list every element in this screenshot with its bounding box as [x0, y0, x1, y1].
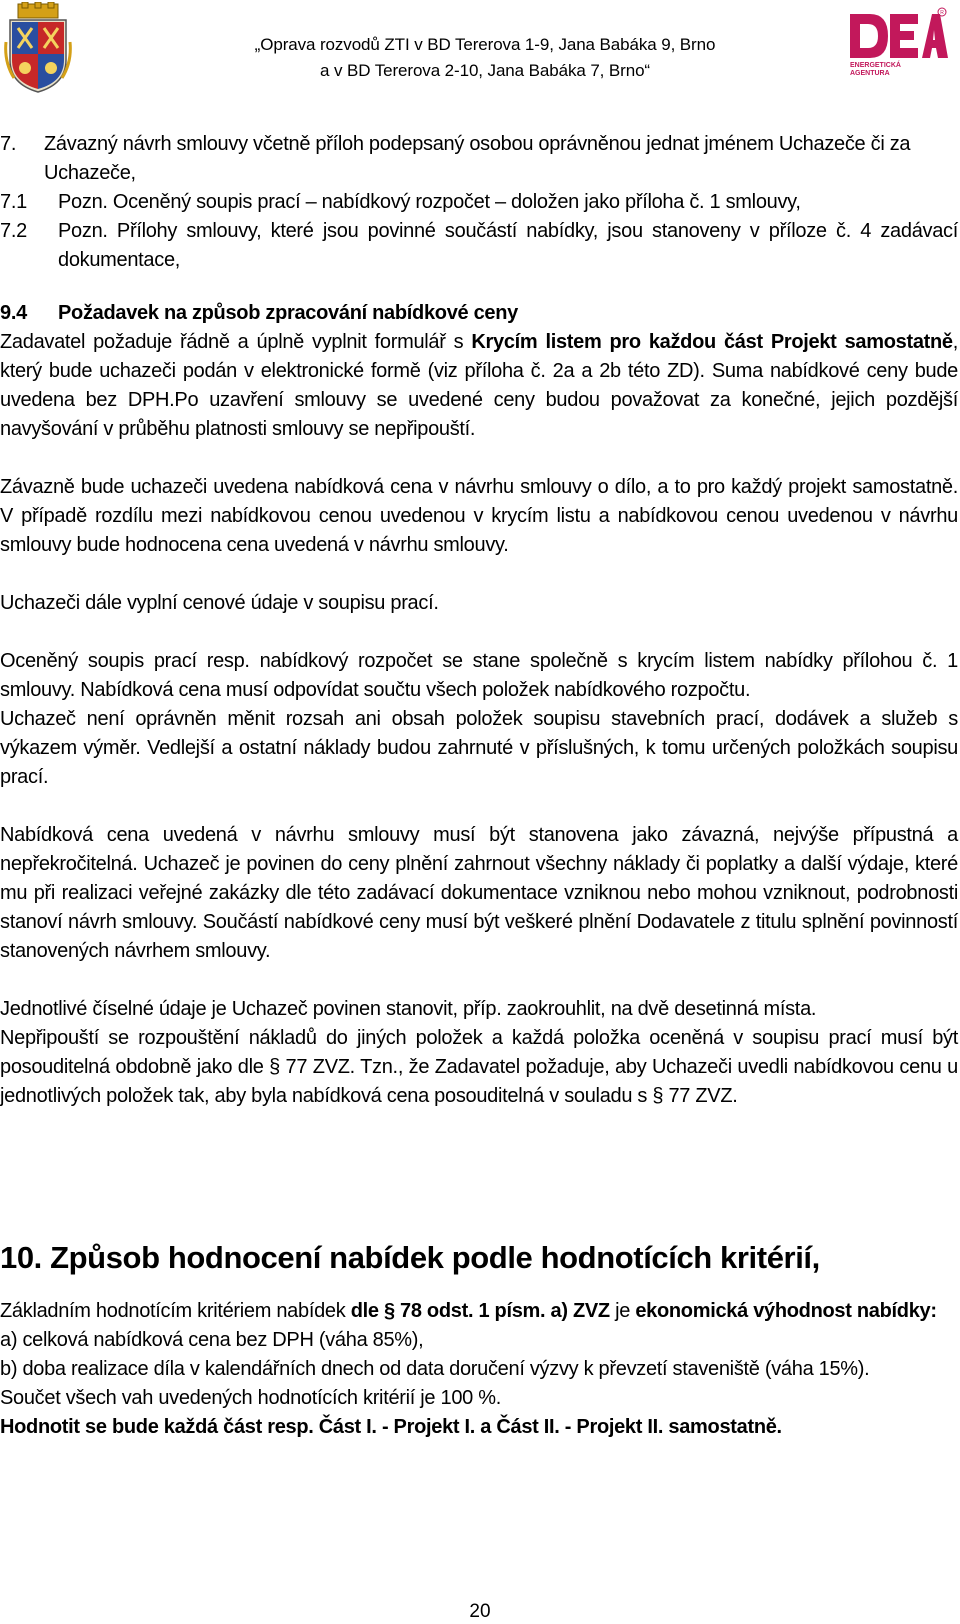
- city-crest-logo: [4, 2, 72, 94]
- text-run-bold: Krycím listem pro každou část Projekt samostatně: [471, 331, 953, 353]
- list-item-7: [0, 130, 958, 188]
- page-number: 20: [469, 1601, 491, 1622]
- paragraph: Nepřipouští se rozpouštění nákladů do jiných položek a každá položka oceněná v soupisu prací musí být posouditelná obdobně jako dle § 77 ZVZ. Tzn., že Zadavatel požaduje, aby Uchazeči uvedli nabídkovou cenu u jednotlivých položek tak, aby byla nabídková cena posouditelná v souladu s § 77 ZVZ.: [0, 1027, 958, 1107]
- text-run-bold: ekonomická výhodnost nabídky:: [635, 1300, 937, 1322]
- paragraph: [0, 1297, 958, 1326]
- header-title-line1: „Oprava rozvodů ZTI v BD Tererova 1-9, Jana Babáka 9, Brno: [254, 35, 716, 54]
- list-item-7-1: [0, 188, 958, 217]
- text-run: Základním hodnotícím kritériem nabídek: [0, 1300, 351, 1322]
- list-item-text: Pozn. Přílohy smlouvy, které jsou povinné součástí nabídky, jsou stanoveny v příloze č. 4 zadávací dokumentace,: [58, 220, 958, 271]
- logo-text-line2: AGENTURA: [850, 70, 890, 76]
- list-item-number: 7.: [0, 133, 17, 155]
- text-run: Zadavatel požaduje řádně a úplně vyplnit formulář s: [0, 331, 472, 353]
- section-number: 9.4: [0, 302, 27, 324]
- svg-text:R: R: [940, 10, 944, 16]
- list-item-number: 7.1: [0, 191, 27, 213]
- paragraph: Jednotlivé číselné údaje je Uchazeč povinen stanovit, příp. zaokrouhlit, na dvě desetinná místa.: [0, 998, 817, 1020]
- text-run: je: [609, 1300, 636, 1322]
- section-10-heading: 10. Způsob hodnocení nabídek podle hodnotících kritérií,: [0, 1240, 820, 1275]
- section-9-4: [0, 299, 958, 1111]
- paragraph: [0, 328, 958, 444]
- paragraph: Uchazeči dále vyplní cenové údaje v soupisu prací.: [0, 592, 439, 614]
- criterion-a: a) celková nabídková cena bez DPH (váha 85%),: [0, 1329, 424, 1351]
- document-header-title: [180, 32, 790, 84]
- section-title: Požadavek na způsob zpracování nabídkové ceny: [58, 302, 518, 324]
- section-heading: [0, 299, 958, 328]
- energy-agency-logo: [848, 6, 948, 76]
- criterion-b: b) doba realizace díla v kalendářních dnech od data doručení výzvy k převzetí staveniště (váha 15%).: [0, 1358, 870, 1380]
- criteria-sum: Součet všech vah uvedených hodnotících kritérií je 100 %.: [0, 1387, 501, 1409]
- paragraph: Oceněný soupis prací resp. nabídkový rozpočet se stane společně s krycím listem nabídky přílohou č. 1 smlouvy. Nabídková cena musí odpovídat součtu všech položek nabídkového rozpočtu.: [0, 650, 958, 701]
- paragraph: Závazně bude uchazeči uvedena nabídková cena v návrhu smlouvy o dílo, a to pro každý projekt samostatně. V případě rozdílu mezi nabídkovou cenou uvedenou v krycím listu a nabídkovou cenou uvedenou v návrhu smlouvy bude hodnocena cena uvedená v návrhu smlouvy.: [0, 476, 958, 556]
- list-items-7: [0, 130, 958, 275]
- evaluation-note: Hodnotit se bude každá část resp. Část I. - Projekt I. a Část II. - Projekt II. samostatně.: [0, 1416, 782, 1438]
- list-item-text: Pozn. Oceněný soupis prací – nabídkový rozpočet – doložen jako příloha č. 1 smlouvy,: [58, 191, 801, 213]
- list-item-number: 7.2: [0, 220, 27, 242]
- logo-text-line1: ENERGETICKÁ: [850, 62, 901, 69]
- list-item-7-2: [0, 217, 958, 275]
- section-10-body: [0, 1297, 958, 1442]
- paragraph: Nabídková cena uvedená v návrhu smlouvy musí být stanovena jako závazná, nejvýše přípustná a nepřekročitelná. Uchazeč je povinen do ceny plnění zahrnout všechny náklady či poplatky a další výdaje, které mu při realizaci veřejné zakázky dle této zadávací dokumentace vzniknou nebo mohou vzniknout, podrobnosti stanoví návrh smlouvy. Součástí nabídkové ceny musí být veškeré plnění Dodavatele z titulu splnění povinností stanovených návrhem smlouvy.: [0, 824, 958, 962]
- paragraph: Uchazeč není oprávněn měnit rozsah ani obsah položek soupisu stavebních prací, dodávek a služeb s výkazem výměr. Vedlejší a ostatní náklady budou zahrnuté v příslušných, k tomu určených položkách soupisu prací.: [0, 708, 958, 788]
- list-item-text: Závazný návrh smlouvy včetně příloh podepsaný osobou oprávněnou jednat jménem Uchazeče či za Uchazeče,: [44, 133, 911, 184]
- header-title-line2: a v BD Tererova 2-10, Jana Babáka 7, Brno“: [319, 61, 650, 80]
- text-run-bold: dle § 78 odst. 1 písm. a) ZVZ: [350, 1300, 610, 1322]
- text-run: , který bude uchazeči podán v elektronické formě (viz příloha č. 2a a 2b této ZD). Suma nabídkové ceny bude uvedena bez DPH.Po uzavření smlouvy se uvedené ceny budou považovat za konečné, jejich pozdější navyšování v průběhu platnosti smlouvy se nepřipouští.: [0, 331, 959, 440]
